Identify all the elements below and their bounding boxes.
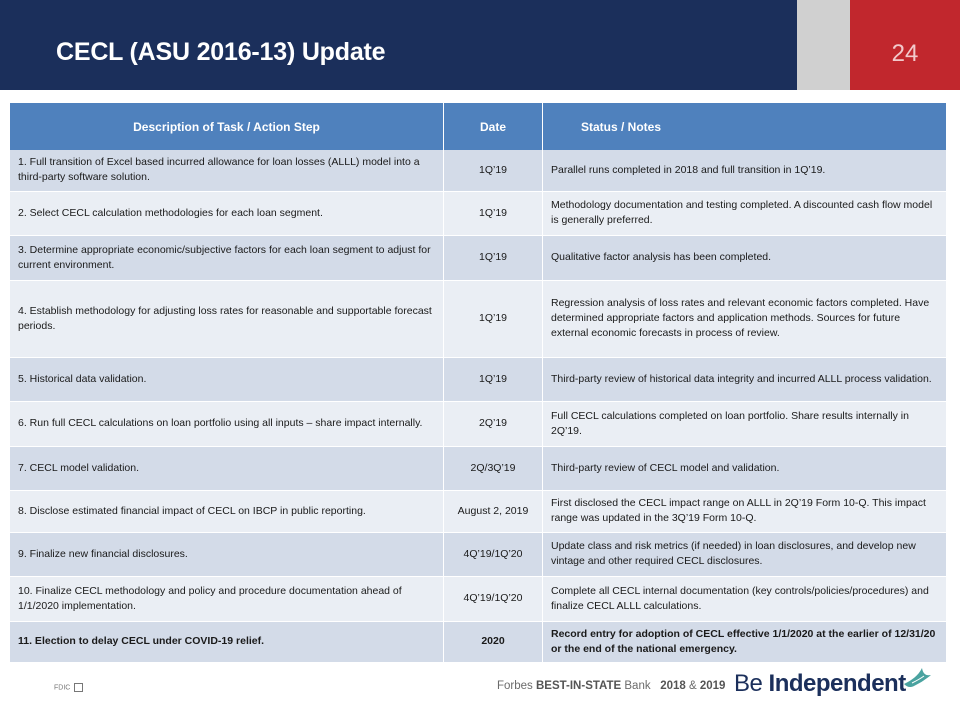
status-cell: Record entry for adoption of CECL effective 1/1/2020 at the earlier of 12/31/20 or the end of the national emergency.: [543, 621, 947, 662]
date-cell: 4Q’19/1Q’20: [444, 576, 543, 621]
column-header-date: Date: [444, 103, 543, 150]
column-header-status: Status / Notes: [543, 103, 947, 150]
status-cell: Update class and risk metrics (if needed) in loan disclosures, and develop new vintage and other required CECL disclosures.: [543, 532, 947, 576]
table-row: [10, 576, 947, 621]
status-cell: Regression analysis of loss rates and relevant economic factors completed. Have determined appropriate factors and application methods. Sources for future external economic forecasts in process of review.: [543, 280, 947, 357]
table-row: [10, 150, 947, 191]
forbes-suffix: Bank: [624, 680, 651, 692]
task-cell: 7. CECL model validation.: [10, 446, 444, 490]
status-cell: Qualitative factor analysis has been completed.: [543, 235, 947, 280]
fdic-logo: [54, 683, 83, 692]
award-amp: &: [689, 680, 697, 692]
date-cell: 1Q’19: [444, 235, 543, 280]
status-cell: Full CECL calculations completed on loan portfolio. Share results internally in 2Q’19.: [543, 401, 947, 446]
table-row: [10, 235, 947, 280]
header-accent-gray: [797, 0, 850, 90]
fdic-label: FDIC: [54, 684, 71, 692]
table-row: [10, 490, 947, 532]
date-cell: 2Q/3Q’19: [444, 446, 543, 490]
task-cell: 6. Run full CECL calculations on loan portfolio using all inputs – share impact internally.: [10, 401, 444, 446]
task-cell: 10. Finalize CECL methodology and policy and procedure documentation ahead of 1/1/2020 implementation.: [10, 576, 444, 621]
slide-title: CECL (ASU 2016-13) Update: [56, 38, 386, 66]
status-cell: Third-party review of historical data integrity and incurred ALLL process validation.: [543, 357, 947, 401]
date-cell: 1Q’19: [444, 280, 543, 357]
date-cell: 1Q’19: [444, 150, 543, 191]
date-cell: 2020: [444, 621, 543, 662]
date-cell: 1Q’19: [444, 191, 543, 235]
date-cell: 1Q’19: [444, 357, 543, 401]
date-cell: 2Q’19: [444, 401, 543, 446]
status-cell: Third-party review of CECL model and validation.: [543, 446, 947, 490]
task-cell: 1. Full transition of Excel based incurred allowance for loan losses (ALLL) model into a third-party software solution.: [10, 150, 444, 191]
task-cell: 2. Select CECL calculation methodologies for each loan segment.: [10, 191, 444, 235]
brand-be: Be: [734, 670, 763, 697]
date-cell: August 2, 2019: [444, 490, 543, 532]
task-cell: 11. Election to delay CECL under COVID-19 relief.: [10, 621, 444, 662]
forbes-prefix: Forbes: [497, 680, 533, 692]
brand-tagline: [734, 670, 906, 698]
brand-independent: Independent: [768, 670, 906, 697]
table-row: [10, 446, 947, 490]
task-cell: 3. Determine appropriate economic/subjective factors for each loan segment to adjust for current environment.: [10, 235, 444, 280]
task-cell: 4. Establish methodology for adjusting loss rates for reasonable and supportable forecast periods.: [10, 280, 444, 357]
table-header-row: [10, 103, 947, 150]
status-cell: Parallel runs completed in 2018 and full transition in 1Q’19.: [543, 150, 947, 191]
forbes-award: [497, 680, 725, 692]
table-row: [10, 357, 947, 401]
task-cell: 8. Disclose estimated financial impact of CECL on IBCP in public reporting.: [10, 490, 444, 532]
table-row: [10, 191, 947, 235]
equal-housing-icon: [74, 683, 83, 692]
table-row: [10, 280, 947, 357]
cecl-task-table: [10, 103, 947, 663]
page-number: 24: [891, 40, 919, 67]
table-row: [10, 401, 947, 446]
task-cell: 5. Historical data validation.: [10, 357, 444, 401]
status-cell: Complete all CECL internal documentation (key controls/policies/procedures) and finalize CECL ALLL calculations.: [543, 576, 947, 621]
table-row: [10, 532, 947, 576]
award-year-1: 2018: [660, 680, 686, 692]
status-cell: First disclosed the CECL impact range on ALLL in 2Q’19 Form 10-Q. This impact range was updated in the 3Q’19 Form 10-Q.: [543, 490, 947, 532]
award-year-2: 2019: [699, 680, 726, 692]
status-cell: Methodology documentation and testing completed. A discounted cash flow model is generally preferred.: [543, 191, 947, 235]
bird-logo-icon: [902, 666, 932, 692]
date-cell: 4Q’19/1Q’20: [444, 532, 543, 576]
table-row: [10, 621, 947, 662]
page-number-block: [850, 0, 960, 90]
column-header-task: Description of Task / Action Step: [10, 103, 444, 150]
forbes-bold: BEST-IN-STATE: [536, 680, 622, 692]
task-cell: 9. Finalize new financial disclosures.: [10, 532, 444, 576]
